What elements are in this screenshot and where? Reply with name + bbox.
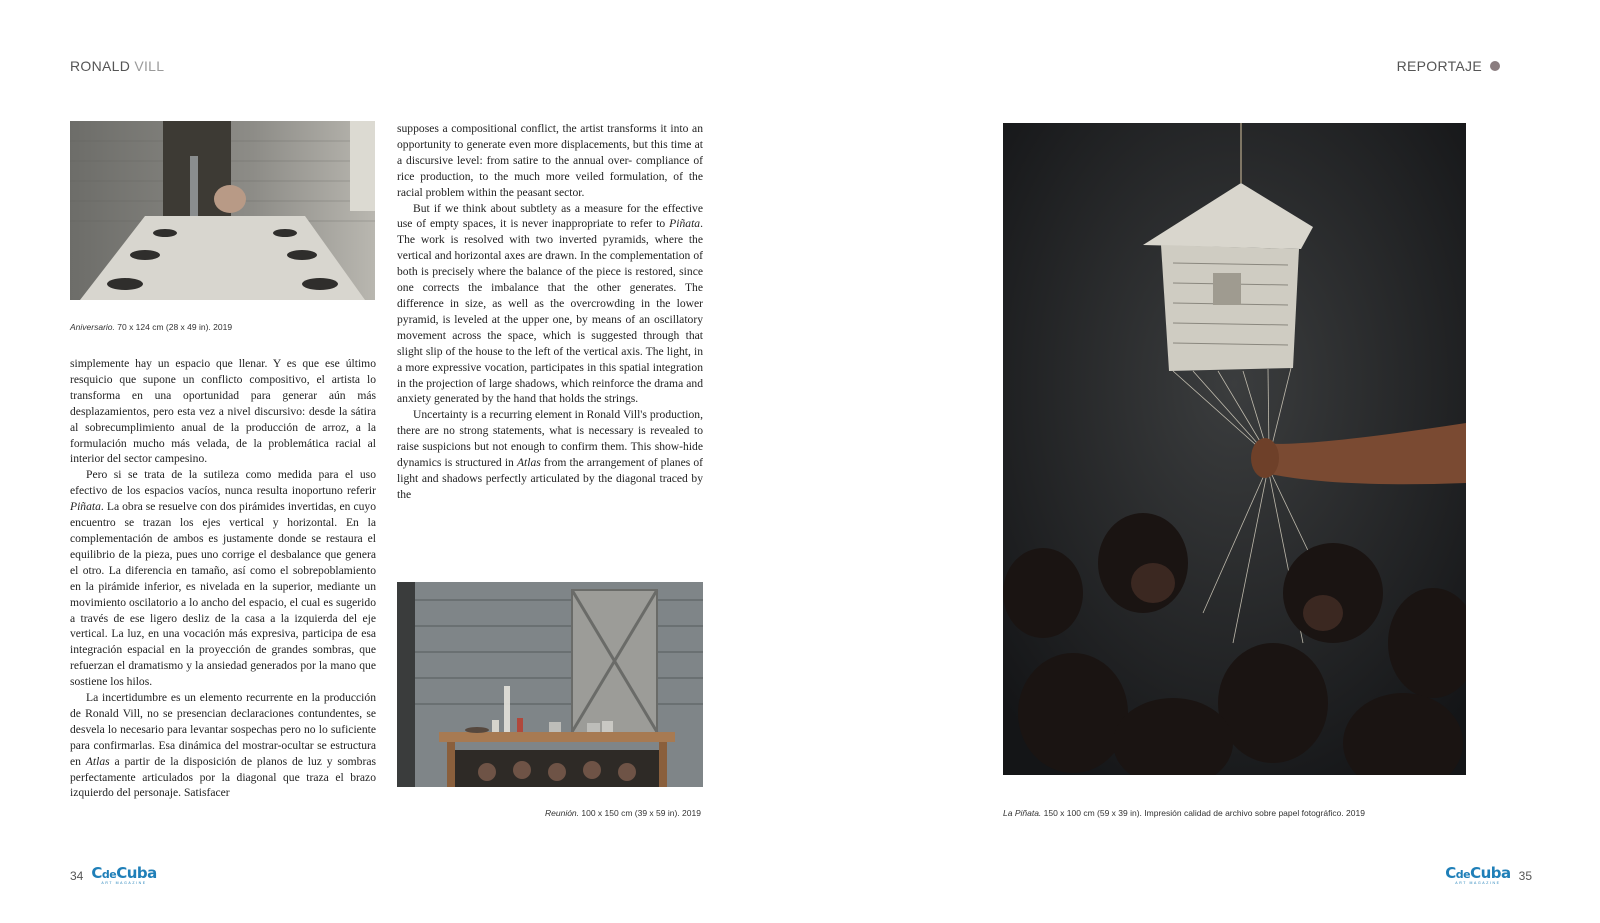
caption-pinata-title: La Piñata. xyxy=(1003,808,1042,818)
logo-subtitle: ART MAGAZINE xyxy=(1455,881,1501,885)
article-column-spanish xyxy=(70,356,376,801)
logo-cuba: Cuba xyxy=(1470,864,1511,882)
caption-aniversario-details: 70 x 124 cm (28 x 49 in). 2019 xyxy=(114,322,233,332)
paragraph xyxy=(70,467,376,690)
caption-aniversario-title: Aniversario. xyxy=(70,322,115,332)
photo-aniversario xyxy=(70,121,375,300)
article-column-english xyxy=(397,121,703,503)
caption-reunion-title: Reunión. xyxy=(545,808,580,818)
text-run: Uncertainty is a recurring element in Ronald Vill's production, there are no strong statements, what is necessary is revealed to raise suspicions but not enough to confirm them. This show-hide dynamics is structured in xyxy=(397,408,703,470)
text-run: . La obra se resuelve con dos pirámides invertidas, en cuyo encuentro se trazan los ejes vertical y horizontal. En la complementación de ambos es justamente donde se restaura el equilibrio de la pieza, pues uno corrige el desbalance que genera el otro. La diferencia en tamaño, así como el sobrepoblamiento en la pirámide inferior, es nivelada en la superior, mediante un movimiento oscilatorio a lo ancho del espacio, el cual es sugerido a través de ese ligero desliz de la casa a la izquierda del eje vertical. La luz, en una vocación más expresiva, participa de esa integración espacial en la proyección de grandes sombras, que refuerzan el dramatismo y la ansiedad generados por la mano que sostiene los hilos. xyxy=(70,500,376,689)
artwork-title: Piñata xyxy=(70,500,101,514)
running-header-author xyxy=(70,58,164,74)
text-run: Pero si se trata de la sutileza como medida para el uso efectivo de los espacios vacíos, nunca resulta inoportuno referir xyxy=(70,468,376,498)
paragraph: supposes a compositional conflict, the artist transforms it into an opportunity to generate even more displacements, but this time at a discursive level: from satire to the annual over- compliance of rice production, to the much more veiled formulation, of the racial problem within the peasant sector. xyxy=(397,122,703,199)
artwork-title: Piñata xyxy=(669,217,701,231)
artwork-title: Atlas xyxy=(516,456,541,470)
text-run: La incertidumbre es un elemento recurrente en la producción de Ronald Vill, no se presencian declaraciones contundentes, se desvela lo necesario para levantar sospechas pero no lo suficiente para confirmarlas. Esa dinámica del mostrar-ocultar se estructura en xyxy=(70,691,376,768)
paragraph: simplemente hay un espacio que llenar. Y es que ese último resquicio que supone un conflicto compositivo, el artista lo transforma en una oportunidad para generar aún más desplazamientos, pero esta vez a nivel discursivo: desde la sátira al sobrecumplimiento anual de la producción de arroz, a la formulación mucho más velada, de la problemática racial al interior del sector campesino. xyxy=(70,357,376,466)
paragraph xyxy=(70,690,376,801)
magazine-logo-right xyxy=(1445,866,1510,886)
paragraph xyxy=(397,407,703,502)
magazine-logo-left xyxy=(91,866,156,886)
logo-c: C xyxy=(91,864,102,882)
caption-la-pinata xyxy=(1003,808,1365,818)
artwork-title: Atlas xyxy=(85,754,110,768)
logo-c: C xyxy=(1445,864,1456,882)
caption-pinata-details: 150 x 100 cm (59 x 39 in). Impresión calidad de archivo sobre papel fotográfico. 2019 xyxy=(1041,808,1365,818)
footer-left xyxy=(70,866,157,886)
section-label: REPORTAJE xyxy=(1396,58,1482,74)
author-first-name: RONALD xyxy=(70,58,131,74)
page-number-right: 35 xyxy=(1518,868,1532,883)
photo-reunion xyxy=(397,582,703,787)
caption-reunion-details: 100 x 150 cm (39 x 59 in). 2019 xyxy=(579,808,701,818)
logo-subtitle: ART MAGAZINE xyxy=(101,881,147,885)
text-run: But if we think about subtlety as a measure for the effective use of empty spaces, it is never inappropriate to refer to xyxy=(397,201,703,231)
logo-cuba: Cuba xyxy=(116,864,157,882)
section-dot-icon xyxy=(1490,61,1500,71)
text-run: . The work is resolved with two inverted pyramids, where the vertical and horizontal axes are drawn. In the complementation of both is precisely where the balance of the piece is restored, since one corrects the imbalance that the other generates. The difference in size, as well as the overcrowding in the lower pyramid, is leveled at the upper one, by means of an oscillatory movement across the space, which is suggested through that slight slip of the house to the left of the vertical axis. The light, in a more expressive vocation, participates in this spatial integration in the projection of large shadows, which reinforce the drama and anxiety generated by the hand that holds the strings. xyxy=(397,217,703,406)
caption-reunion xyxy=(545,808,701,818)
text-run: a partir de la disposición de planos de luz y sombras perfectamente articulados por la diagonal que traza el brazo izquierdo del personaje. Satisfacer xyxy=(70,754,377,800)
page-number-left: 34 xyxy=(70,868,84,883)
caption-aniversario xyxy=(70,322,232,332)
paragraph xyxy=(397,201,703,408)
text-run: from the arrangement of planes of light and shadows perfectly articulated by the diagonal traced by the xyxy=(397,456,704,501)
running-header-section xyxy=(1397,58,1500,74)
logo-de: de xyxy=(1455,868,1471,881)
photo-la-pinata xyxy=(1003,123,1466,775)
author-last-name: VILL xyxy=(134,58,165,74)
footer-right xyxy=(1445,866,1532,886)
logo-de: de xyxy=(101,868,117,881)
